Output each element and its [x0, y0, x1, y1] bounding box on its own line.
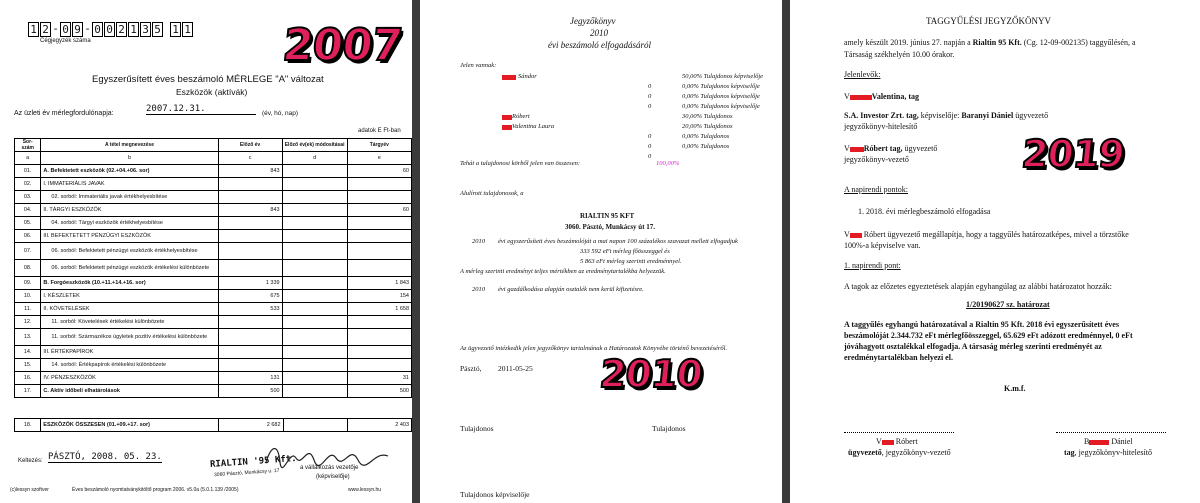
row-label: 04. sorból: Tárgyi eszközök értékhelyesbítése — [41, 217, 218, 230]
row-current-year: 60 — [347, 204, 411, 217]
table-row — [15, 290, 412, 303]
row-current-year: 154 — [347, 290, 411, 303]
units-label: adatok E Ft-ban — [358, 128, 401, 134]
row-prev-year: 843 — [218, 165, 282, 178]
reg-digit: 3 — [140, 22, 151, 37]
row-label: A. Befektetett eszközök (02.+04.+06. sor) — [41, 165, 218, 178]
row-current-year — [347, 359, 411, 372]
signature-representative: Tulajdonos képviselője — [460, 490, 530, 499]
reg-digit: 0 — [104, 22, 115, 37]
person-share: 0,00% Tulajdonos képviselője — [682, 93, 760, 100]
total-mod — [283, 419, 347, 432]
reg-digit: - — [52, 22, 59, 35]
row-modification — [282, 359, 347, 372]
row-number: 10. — [15, 290, 41, 303]
table-row — [15, 243, 412, 260]
row-label: 06. sorból: Befektetett pénzügyi eszközök értékhelyesbítése — [41, 243, 218, 260]
agenda-item: 1. 2018. évi mérlegbeszámoló elfogadása — [858, 207, 991, 216]
row-number: 01. — [15, 165, 41, 178]
row-current-year: 60 — [347, 165, 411, 178]
present-label-2019: Jelenlevők: — [844, 70, 881, 79]
row-modification — [282, 290, 347, 303]
unanimous-text: A tagok az előzetes egyeztetések alapján egyhangúlag az alábbi határozatot hozzák: — [844, 282, 1112, 291]
balance-sheet-page-2007 — [0, 0, 412, 503]
resolution-line-1: A taggyűlés egyhangú határozatával a Rialtin 95 Kft. 2018 évi egyszerűsített éves — [844, 320, 1119, 329]
kelt-label: Keltezés: — [18, 458, 43, 464]
row-current-year — [347, 230, 411, 243]
row-modification — [282, 243, 347, 260]
row-number: 06. — [15, 230, 41, 243]
row-label: 11. sorból: Származékos ügyletek pozitív értékelési különbözete — [41, 329, 218, 346]
row-modification — [282, 303, 347, 316]
header-megnevezes: A tétel megnevezése — [41, 139, 218, 152]
person-zero: 0 — [648, 153, 652, 160]
resolution-line-3: jóváhagyott osztalékkal elfogadja. A társaság mérleg szerinti eredményét az — [844, 342, 1102, 351]
column-letter: e — [347, 152, 411, 165]
reg-digit: 0 — [60, 22, 71, 37]
company-address: 3060. Pásztó, Munkácsy út 17. — [565, 223, 656, 231]
quorum-text-2: 100%-a képviselve van. — [844, 241, 921, 250]
para-year-2: 2010 — [472, 286, 485, 293]
row-modification — [282, 230, 347, 243]
header-sor: Sor-szám — [15, 139, 41, 152]
row-number: 12. — [15, 316, 41, 329]
table-row — [15, 277, 412, 290]
total-table — [14, 418, 412, 432]
reg-digit: 1 — [128, 22, 139, 37]
row-modification — [282, 329, 347, 346]
header-elozo: Előző év — [218, 139, 282, 152]
date: 2011-05-25 — [498, 364, 533, 373]
row-label: IV. PÉNZESZKÖZÖK — [41, 372, 218, 385]
resolution-line-4: eredménytartalékban helyezi el. — [844, 353, 953, 362]
place: Pásztó, — [460, 364, 482, 373]
row-label: I. IMMATERIÁLIS JAVAK — [41, 178, 218, 191]
person-zero: 0 — [648, 83, 652, 90]
table-row — [15, 329, 412, 346]
person-zero: 0 — [648, 93, 652, 100]
resolution-line-2: beszámolóját 2.344.732 eFt mérlegfőösszeggel, 65.629 eFt adózott eredménnyel, 0 eFt — [844, 331, 1133, 340]
year-badge-2007: 2007 — [280, 20, 405, 71]
total-label: ESZKÖZÖK ÖSSZESEN (01.+09.+17. sor) — [41, 419, 219, 432]
table-row — [15, 346, 412, 359]
row-prev-year — [218, 191, 282, 204]
agenda-label: A napirendi pontok: — [844, 185, 908, 194]
year-badge-2010: 2010 — [597, 352, 705, 396]
row-label: III. BEFEKTETETT PÉNZÜGYI ESZKÖZÖK — [41, 230, 218, 243]
row-modification — [282, 260, 347, 277]
para-year-1: 2010 — [472, 238, 485, 245]
table-row — [15, 191, 412, 204]
person-1: Valentina, tag — [871, 92, 920, 101]
reg-extra-digit: 1 — [182, 22, 193, 37]
redaction — [1089, 440, 1109, 445]
registration-number-boxes — [28, 22, 164, 37]
intro-company: Rialtin 95 Kft. — [972, 38, 1022, 47]
reg-digit: 5 — [152, 22, 163, 37]
table-row — [15, 217, 412, 230]
para-text-6: Az ügyvezető intézkedik jelen jegyzőkönyv tartalmának a Határozatok Könyvébe történő bevezetéséről. — [460, 345, 728, 352]
column-letter: c — [218, 152, 282, 165]
person-share: 0,00% Tulajdonos — [682, 133, 730, 140]
row-modification — [282, 204, 347, 217]
minutes-page-2019: TAGGYŰLÉSI JEGYZŐKÖNYV amely készült 2019. június 27. napján a Rialtin 95 Kft. (Cg. 12-09-002135) taggyűlésén, a Társaság székhelyén 10.00 órakor. Jelenlevők: V Valentina, tag S.A. Investor Zrt. tag, képviselője: Baranyi Dániel ügyvezető jegyzőkönyv-hitelesítő V Róbert tag, ügyvezető jegyzőkönyv-vezető 2019 A napirendi pontok: 1. 2018. évi mérlegbeszámoló elfogadása V Róbert ügyvezető megállapítja, hogy a taggyűlés határozatképes, mivel a törzstőke 100%-a képviselve van. 1. napirendi pont: A tagok az előzetes egyeztetések alapján egyhangúlag az alábbi határozatot hozzák: 1/20190627 sz. határozat A taggyűlés egyhangú határozatával a Rialtin 95 Kft. 2018 évi egyszerűsített éves beszámolóját 2.344.732 eFt mérlegfőösszeggel, 65.629 eFt adózott eredménnyel, 0 eFt jóváhagyott osztalékkal elfogadja. A társaság mérleg szerinti eredményét az eredménytartalékban helyezi el. K.m.f. V Róbert ügyvezető, jegyzőkönyv-vezető B Dániel tag, jegyzőkönyv-hitelesítő — [790, 0, 1200, 503]
header-modositas: Előző év(ek) módosításai — [282, 139, 347, 152]
row-label: B. Forgóeszközök (10.+11.+14.+16. sor) — [41, 277, 218, 290]
para-text-4: A mérleg szerinti eredményt teljes mértékben az eredménytartalékba helyezzük. — [460, 268, 666, 275]
present-label: Jelen vannak: — [460, 62, 497, 69]
row-number: 15. — [15, 359, 41, 372]
row-number: 11. — [15, 303, 41, 316]
balance-subtitle: Eszközök (aktívák) — [176, 87, 248, 97]
row-label: 11. sorból: Követelések értékelési különbözete — [41, 316, 218, 329]
table-row — [15, 204, 412, 217]
row-prev-year: 500 — [218, 385, 282, 398]
footer-right: www.lessyn.hu — [348, 487, 382, 493]
person-share: 30,00% Tulajdonos — [682, 113, 733, 120]
person-3-name: Róbert tag, — [863, 144, 903, 153]
signature-owner-1: Tulajdonos — [460, 424, 494, 433]
table-row — [15, 316, 412, 329]
row-prev-year — [218, 260, 282, 277]
person-name: Róbert — [512, 113, 530, 120]
row-label: C. Aktív időbeli elhatárolások — [41, 385, 218, 398]
person-share: 0,00% Tulajdonos képviselője — [682, 83, 760, 90]
column-letter: d — [282, 152, 347, 165]
para-text-1: évi egyszerűsített éves beszámolóját a mai napon 100 százalékos szavazat mellett elfogadjuk — [498, 238, 738, 245]
row-label: III. ÉRTÉKPAPÍROK — [41, 346, 218, 359]
reg-digit: 1 — [28, 22, 39, 37]
signer-role-2: (képviselője) — [316, 474, 350, 480]
row-modification — [282, 385, 347, 398]
row-label: 02. sorból: Immateriális javak értékhelyesbítése — [41, 191, 218, 204]
header-targyev: Tárgyév — [347, 139, 411, 152]
redaction — [850, 233, 862, 238]
date-format: (év, hó, nap) — [262, 110, 299, 117]
quorum-text-1: Róbert ügyvezető megállapítja, hogy a taggyűlés határozatképes, mivel a törzstőke — [863, 230, 1129, 239]
row-label: II. TÁRGYI ESZKÖZÖK — [41, 204, 218, 217]
date-label: Az üzleti év mérlegfordulónapja: — [14, 110, 114, 117]
person-share: 0,00% Tulajdonos képviselője — [682, 103, 760, 110]
row-label: I. KÉSZLETEK — [41, 290, 218, 303]
row-current-year — [347, 191, 411, 204]
person-2-role: ügyvezető — [1015, 111, 1049, 120]
company-name: RIALTIN 95 KFT — [580, 212, 635, 220]
total-present-value: 100,00% — [656, 160, 680, 167]
intro-text-2: (Cg. 12-09-002135) taggyűlésén, a — [1023, 38, 1136, 47]
row-prev-year — [218, 178, 282, 191]
row-prev-year — [218, 230, 282, 243]
row-current-year: 31 — [347, 372, 411, 385]
row-number: 04. — [15, 204, 41, 217]
row-prev-year: 131 — [218, 372, 282, 385]
row-number: 09. — [15, 277, 41, 290]
signature-line-left — [844, 432, 954, 433]
row-label: 06. sorból: Befektetett pénzügyi eszközök értékelési különbözete — [41, 260, 218, 277]
table-row — [15, 303, 412, 316]
row-prev-year: 675 — [218, 290, 282, 303]
row-current-year: 1 843 — [347, 277, 411, 290]
row-current-year — [347, 329, 411, 346]
intro-text-3: Társaság székhelyén 10.00 órakor. — [844, 50, 955, 59]
signature-owner-2: Tulajdonos — [652, 424, 686, 433]
row-current-year — [347, 260, 411, 277]
sig-left-name: Róbert — [895, 437, 918, 446]
row-prev-year — [218, 329, 282, 346]
person-share: 50,00% Tulajdonos képviselője — [682, 73, 764, 80]
kmf: K.m.f. — [1004, 384, 1026, 393]
person-share: 20,00% Tulajdonos — [682, 123, 733, 130]
table-row — [15, 230, 412, 243]
row-prev-year — [218, 217, 282, 230]
row-number: 17. — [15, 385, 41, 398]
row-prev-year — [218, 316, 282, 329]
balance-table — [14, 138, 412, 398]
row-label: II. KÖVETELÉSEK — [41, 303, 218, 316]
row-modification — [282, 217, 347, 230]
row-number: 16. — [15, 372, 41, 385]
person-2-role-2: jegyzőkönyv-hitelesítő — [844, 122, 918, 131]
sig-left-role-bold: ügyvezető — [848, 448, 882, 457]
row-number: 02. — [15, 178, 41, 191]
reg-digit: 2 — [40, 22, 51, 37]
reg-digit: 9 — [72, 22, 83, 37]
person-name: Sándor — [518, 73, 537, 80]
footer-mid: Éves beszámoló nyomtatványkitöltő program 2006. v5.0a (5.0.1.139 /2005) — [72, 487, 239, 493]
minutes-year: 2010 — [590, 28, 608, 38]
row-modification — [282, 178, 347, 191]
table-row — [15, 372, 412, 385]
balance-title: Egyszerűsített éves beszámoló MÉRLEGE "A" változat — [92, 74, 324, 85]
table-row — [15, 165, 412, 178]
row-number: 05. — [15, 217, 41, 230]
redaction — [502, 75, 516, 80]
table-row — [15, 385, 412, 398]
row-prev-year — [218, 359, 282, 372]
footer-left: (c)lessyn szoftver — [10, 487, 49, 493]
row-modification — [282, 372, 347, 385]
row-modification — [282, 191, 347, 204]
row-label: 14. sorból: Értékpapírok értékelési különbözete — [41, 359, 218, 372]
reg-digit: - — [84, 22, 91, 35]
row-number: 14. — [15, 346, 41, 359]
row-current-year — [347, 243, 411, 260]
intro-text-1: amely készült 2019. június 27. napján a — [844, 38, 971, 47]
year-badge-2019: 2019 — [1019, 132, 1127, 176]
minutes-page-2010 — [420, 0, 782, 503]
kelt-value: PÁSZTÓ, 2008. 05. 23. — [48, 452, 162, 462]
sig-right-name: Dániel — [1111, 437, 1133, 446]
person-2-name: Baranyi Dániel — [961, 111, 1014, 120]
signer-role: a vállalkozás vezetője — [300, 465, 359, 471]
resolution-title: 1/20190627 sz. határozat — [966, 300, 1050, 309]
total-cur: 2 403 — [347, 419, 411, 432]
redaction — [502, 125, 512, 130]
person-3-role: ügyvezető — [904, 144, 938, 153]
row-number: 03. — [15, 191, 41, 204]
row-number: 07. — [15, 243, 41, 260]
redaction — [850, 147, 864, 152]
company-stamp-address: 3060 Pásztó, Munkácsy u. 17 — [213, 467, 280, 479]
reg-digit: 0 — [92, 22, 103, 37]
reg-digit: 2 — [116, 22, 127, 37]
row-prev-year — [218, 346, 282, 359]
row-modification — [282, 165, 347, 178]
para-text-2: 333 592 eFt mérleg főösszeggel és — [580, 248, 670, 255]
row-prev-year — [218, 243, 282, 260]
person-zero: 0 — [648, 143, 652, 150]
column-letter: a — [15, 152, 41, 165]
para-text-3: 5 863 eFt mérleg szerinti eredménnyel. — [580, 258, 682, 265]
row-current-year — [347, 316, 411, 329]
row-prev-year: 843 — [218, 204, 282, 217]
total-num: 18. — [15, 419, 41, 432]
minutes-title: Jegyzőkönyv — [570, 16, 616, 26]
sig-right-role-bold: tag — [1064, 448, 1075, 457]
row-number: 08. — [15, 260, 41, 277]
person-2-company: S.A. Investor Zrt. tag, — [844, 111, 919, 120]
row-current-year — [347, 346, 411, 359]
company-stamp: RIALTIN '95 Kft. — [209, 453, 297, 471]
redaction — [502, 115, 512, 120]
person-2-rep: képviselője: — [920, 111, 960, 120]
total-prev: 2 682 — [219, 419, 283, 432]
redaction — [882, 440, 894, 445]
row-current-year — [347, 178, 411, 191]
person-zero: 0 — [648, 133, 652, 140]
registration-extra-boxes — [170, 22, 194, 37]
person-share: 0,00% Tulajdonos — [682, 143, 730, 150]
total-present-label: Tehát a tulajdonosi körből jelen van összesen: — [460, 160, 581, 167]
row-current-year: 500 — [347, 385, 411, 398]
row-modification — [282, 346, 347, 359]
point-label: 1. napirendi pont: — [844, 261, 901, 270]
table-row — [15, 260, 412, 277]
column-letter: b — [41, 152, 218, 165]
para-text-5: évi gazdálkodása alapján osztalék nem kerül kifizetésre. — [498, 286, 644, 293]
row-number: 13. — [15, 329, 41, 346]
date-value: 2007.12.31. — [146, 104, 256, 115]
reg-extra-digit: 1 — [170, 22, 181, 37]
minutes-subtitle: évi beszámoló elfogadásáról — [548, 40, 651, 50]
sig-left-role: , jegyzőkönyv-vezető — [881, 448, 951, 457]
registration-label: Cégjegyzék száma — [40, 38, 91, 44]
row-modification — [282, 316, 347, 329]
person-name: Valentina Laura — [512, 123, 555, 130]
letter-row — [15, 152, 412, 165]
person-zero: 0 — [648, 103, 652, 110]
signature-line-right — [1056, 432, 1166, 433]
sig-right-role: , jegyzőkönyv-hitelesítő — [1074, 448, 1152, 457]
person-3-role-2: jegyzőkönyv-vezető — [844, 155, 909, 164]
row-modification — [282, 277, 347, 290]
redaction — [850, 95, 872, 100]
row-prev-year: 1 339 — [218, 277, 282, 290]
row-current-year — [347, 217, 411, 230]
row-current-year: 1 658 — [347, 303, 411, 316]
minutes-2019-title: TAGGYŰLÉSI JEGYZŐKÖNYV — [926, 16, 1052, 26]
table-row — [15, 178, 412, 191]
row-prev-year: 533 — [218, 303, 282, 316]
table-row — [15, 359, 412, 372]
undersigned: Alulírott tulajdonosok, a — [460, 190, 524, 197]
